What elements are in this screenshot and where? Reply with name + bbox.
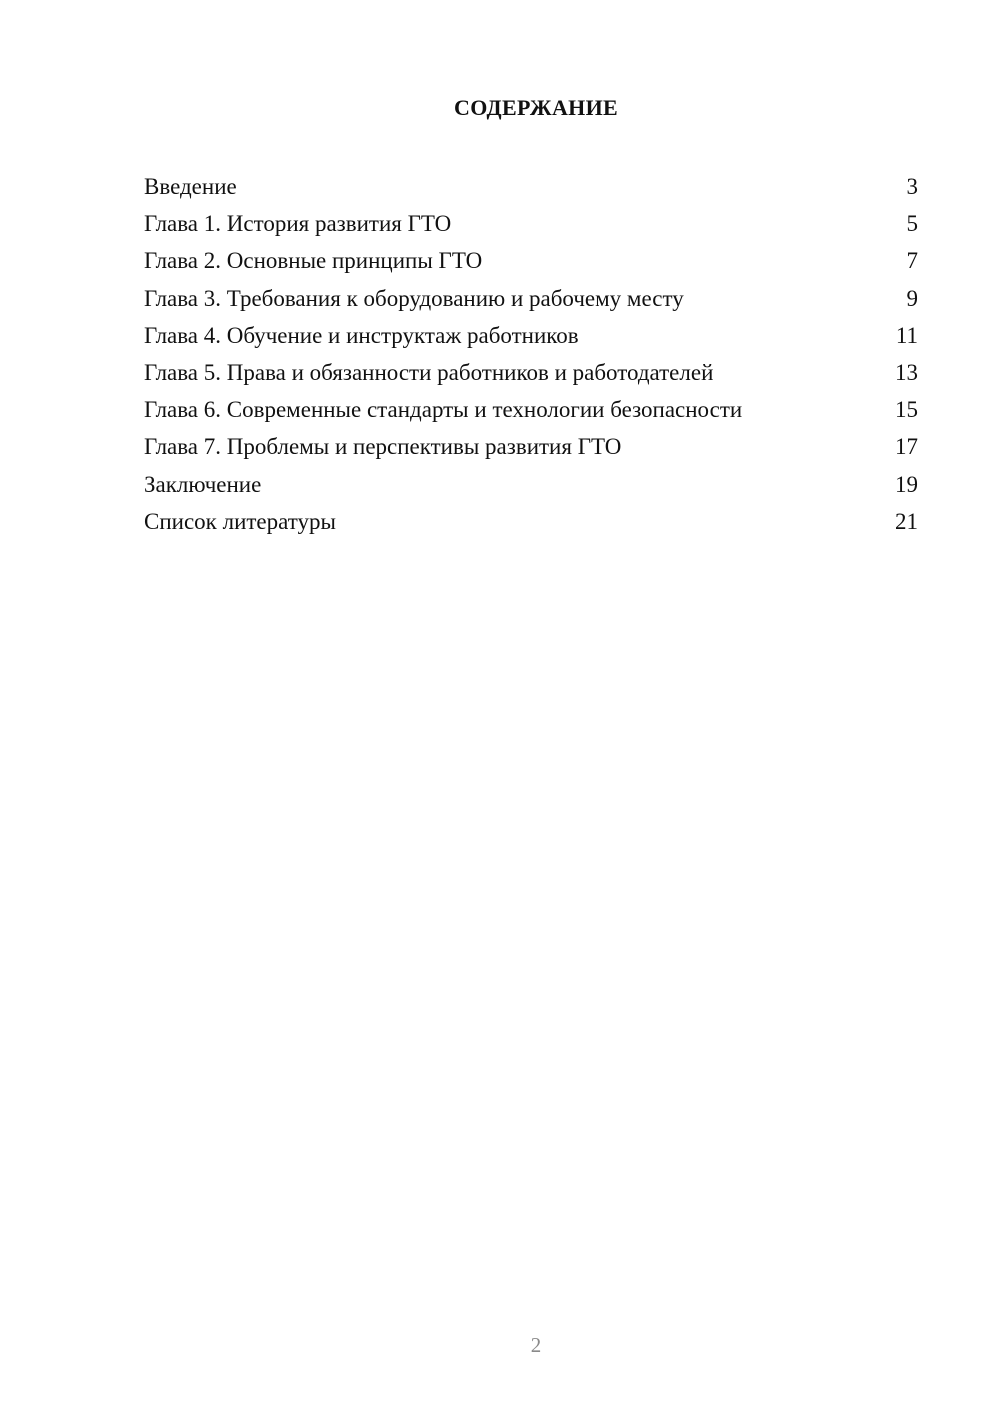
toc-entry-page: 15 bbox=[895, 397, 918, 423]
toc-entry-chapter-4 bbox=[144, 317, 918, 354]
toc-entry-chapter-3 bbox=[144, 280, 918, 317]
toc-entry-page: 21 bbox=[895, 508, 918, 534]
toc-entry-page: 19 bbox=[895, 471, 918, 497]
toc-entry-conclusion bbox=[144, 466, 918, 503]
toc-title: СОДЕРЖАНИЕ bbox=[454, 95, 618, 120]
toc-entry-page: 11 bbox=[895, 322, 918, 348]
toc-entry-introduction bbox=[144, 168, 918, 205]
toc-entry-page: 5 bbox=[906, 211, 918, 237]
toc-entry-page: 9 bbox=[906, 285, 918, 311]
toc-entry-label: Введение bbox=[144, 174, 237, 199]
toc-entry-chapter-6 bbox=[144, 391, 918, 428]
toc-entry-label: Глава 1. История развития ГТО bbox=[144, 211, 452, 237]
toc-entry-label: Глава 5. Права и обязанности работников и работодателей bbox=[144, 359, 714, 385]
toc-entry-label: Список литературы bbox=[144, 508, 336, 534]
toc-entry-page: 17 bbox=[895, 434, 918, 460]
toc-entry-label: Глава 2. Основные принципы ГТО bbox=[144, 248, 483, 274]
toc-entry-label: Глава 3. Требования к оборудованию и рабочему месту bbox=[144, 285, 684, 311]
toc-entry-label: Глава 6. Современные стандарты и технологии безопасности bbox=[144, 397, 743, 423]
toc-entry-chapter-2 bbox=[144, 242, 918, 279]
page-number: 2 bbox=[530, 1333, 542, 1357]
toc-entry-page: 13 bbox=[895, 359, 918, 385]
toc-entry-label: Глава 4. Обучение и инструктаж работников bbox=[144, 322, 579, 348]
toc-entry-label: Глава 7. Проблемы и перспективы развития ГТО bbox=[144, 434, 622, 460]
toc-entry-bibliography bbox=[144, 503, 918, 540]
toc-entry-label: Заключение bbox=[144, 471, 262, 497]
toc-entry-page: 3 bbox=[906, 174, 918, 199]
toc-entry-chapter-1 bbox=[144, 205, 918, 242]
toc-list bbox=[144, 168, 918, 540]
toc-entry-chapter-5 bbox=[144, 354, 918, 391]
toc-entry-page: 7 bbox=[906, 248, 918, 274]
toc-entry-chapter-7 bbox=[144, 428, 918, 465]
